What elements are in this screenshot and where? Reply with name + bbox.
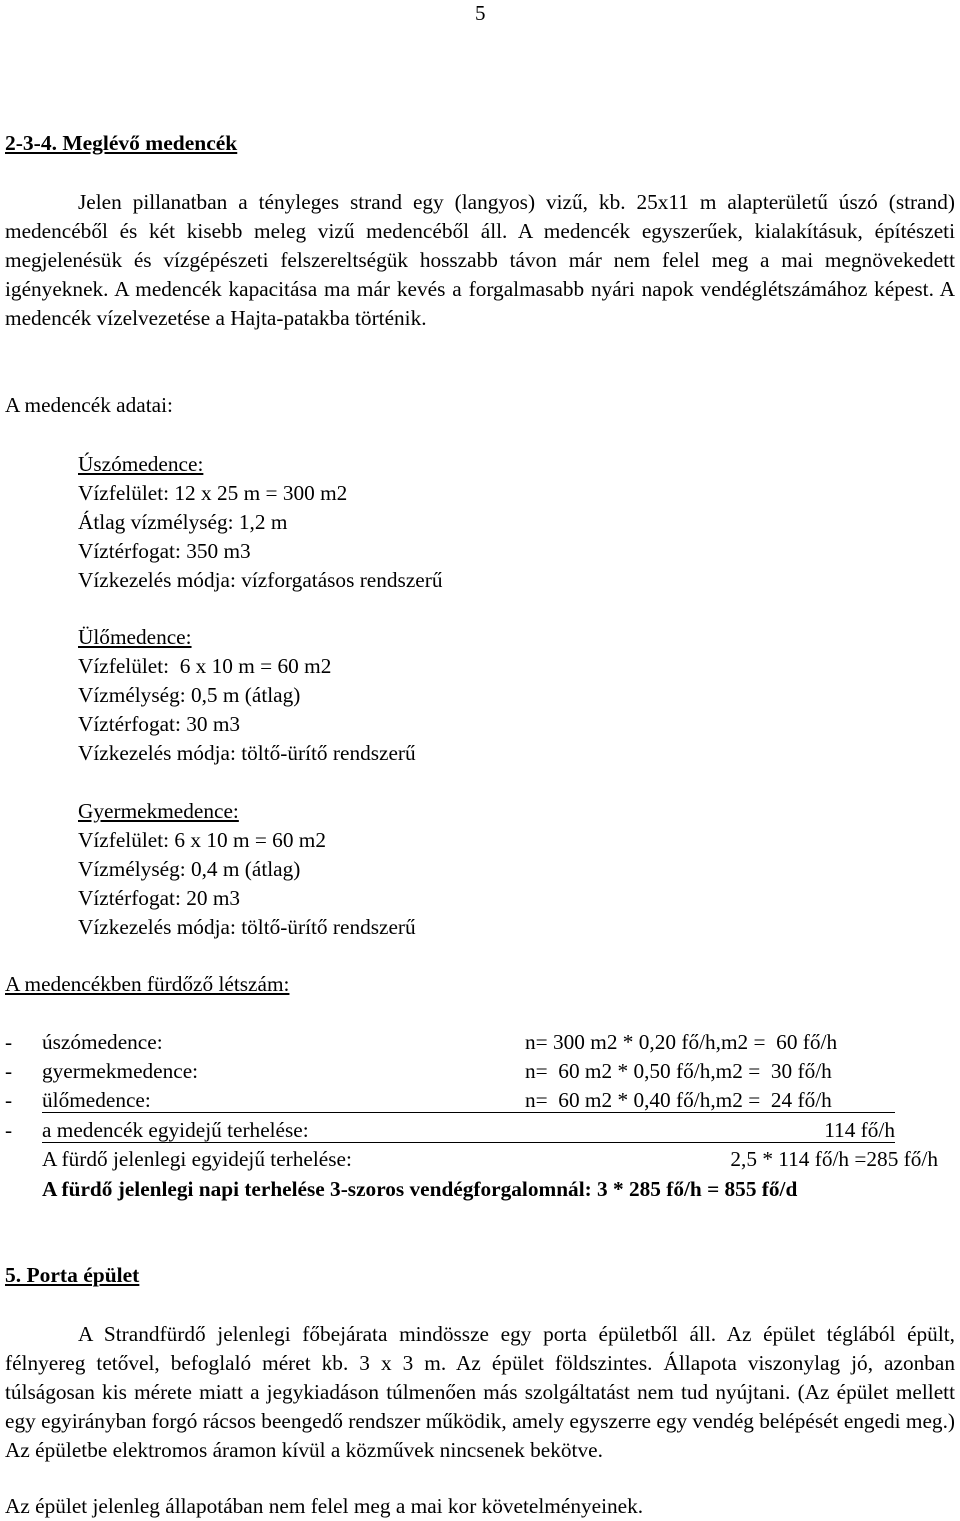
current-load-row	[5, 1147, 938, 1176]
row-name: ülőmedence:	[42, 1088, 151, 1112]
row-dash: -	[5, 1088, 13, 1112]
pool-title: Úszómedence:	[78, 452, 204, 476]
sum-rule-line	[42, 1112, 895, 1113]
row-calc: n= 300 m2 * 0,20 fő/h,m2 = 60 fő/h	[525, 1030, 838, 1054]
pool-block-swimming	[78, 450, 442, 595]
pool-line: Vízmélység: 0,4 m (átlag)	[78, 857, 301, 881]
pool-line: Vízfelület: 6 x 10 m = 60 m2	[78, 828, 327, 852]
pool-line: Víztérfogat: 20 m3	[78, 886, 241, 910]
pool-line: Vízfelület: 12 x 25 m = 300 m2	[78, 481, 348, 505]
bathers-row	[5, 1059, 895, 1088]
pool-block-children	[78, 797, 416, 942]
row-name: gyermekmedence:	[42, 1059, 199, 1083]
section-heading-gate-text: 5. Porta épület	[5, 1263, 140, 1287]
total-rule-line	[42, 1142, 895, 1143]
row-calc: n= 60 m2 * 0,40 fő/h,m2 = 24 fő/h	[525, 1088, 832, 1112]
row-calc: n= 60 m2 * 0,50 fő/h,m2 = 30 fő/h	[525, 1059, 832, 1083]
row-result: 114 fő/h	[824, 1118, 895, 1142]
daily-load-row	[5, 1177, 938, 1206]
page-number: 5	[475, 1, 486, 25]
pools-paragraph-text: Jelen pillanatban a tényleges strand egy (langyos) vizű, kb. 25x11 m alapterületű úszó (strand) medencéből és két kisebb meleg vizű medencéből áll. A medencék egyszerűek, kialakításuk, építészeti megjelenésük és vízgépészeti felszereltségük hosszabb távon már nem felel meg a mai megnövekedett igényeknek. A medencék kapacitása ma már kevés a forgalmasabb nyári napok vendéglétszámához képest. A medencék vízelvezetése a Hajta-patakba történik.	[5, 190, 955, 330]
pool-title: Gyermekmedence:	[78, 799, 239, 823]
pool-line: Víztérfogat: 350 m3	[78, 539, 251, 563]
pool-line: Vízmélység: 0,5 m (átlag)	[78, 683, 301, 707]
pool-line: Vízkezelés módja: töltő-ürítő rendszerű	[78, 915, 416, 939]
pool-block-sitting	[78, 623, 416, 768]
pools-data-title: A medencék adatai:	[5, 393, 173, 417]
row-dash: -	[5, 1030, 13, 1054]
gate-paragraph	[5, 1320, 955, 1465]
section-heading-gate	[5, 1263, 139, 1288]
pool-title: Ülőmedence:	[78, 625, 192, 649]
pool-line: Vízkezelés módja: töltő-ürítő rendszerű	[78, 741, 416, 765]
section-heading-pools	[5, 131, 237, 156]
pools-paragraph	[5, 188, 955, 333]
gate-closing: Az épület jelenleg állapotában nem felel meg a mai kor követelményeinek.	[5, 1494, 644, 1518]
row-name: a medencék egyidejű terhelése:	[42, 1118, 309, 1142]
current-load-label: A fürdő jelenlegi egyidejű terhelése:	[42, 1147, 352, 1171]
daily-load-text: A fürdő jelenlegi napi terhelése 3-szoros vendégforgalomnál: 3 * 285 fő/h = 855 fő/d	[42, 1177, 798, 1201]
bathers-row	[5, 1030, 895, 1059]
row-dash: -	[5, 1059, 13, 1083]
current-load-value: 2,5 * 114 fő/h =285 fő/h	[730, 1147, 938, 1171]
bathers-title: A medencékben fürdőző létszám:	[5, 972, 290, 996]
pool-line: Víztérfogat: 30 m3	[78, 712, 241, 736]
pool-line: Vízkezelés módja: vízforgatásos rendszerű	[78, 568, 443, 592]
row-dash: -	[5, 1118, 13, 1142]
pool-line: Vízfelület: 6 x 10 m = 60 m2	[78, 654, 332, 678]
row-name: úszómedence:	[42, 1030, 163, 1054]
pool-line: Átlag vízmélység: 1,2 m	[78, 510, 288, 534]
gate-paragraph-text: A Strandfürdő jelenlegi főbejárata mindössze egy porta épületből áll. Az épület téglából épült, félnyereg tetővel, befoglaló méret kb. 3 x 3 m. Az épület földszintes. Állapota viszonylag jó, azonban túlságosan kis mérete miatt a jegykiadáson túlmenően más szolgáltatást nem tud nyújtani. (Az épület mellett egy egyirányban forgó rácsos beengedő rendszer működik, amely egyszerre egy vendég belépését engedi meg.) Az épületbe elektromos áramon kívül a közművek nincsenek bekötve.	[5, 1322, 955, 1462]
section-heading-pools-text: 2-3-4. Meglévő medencék	[5, 131, 238, 155]
